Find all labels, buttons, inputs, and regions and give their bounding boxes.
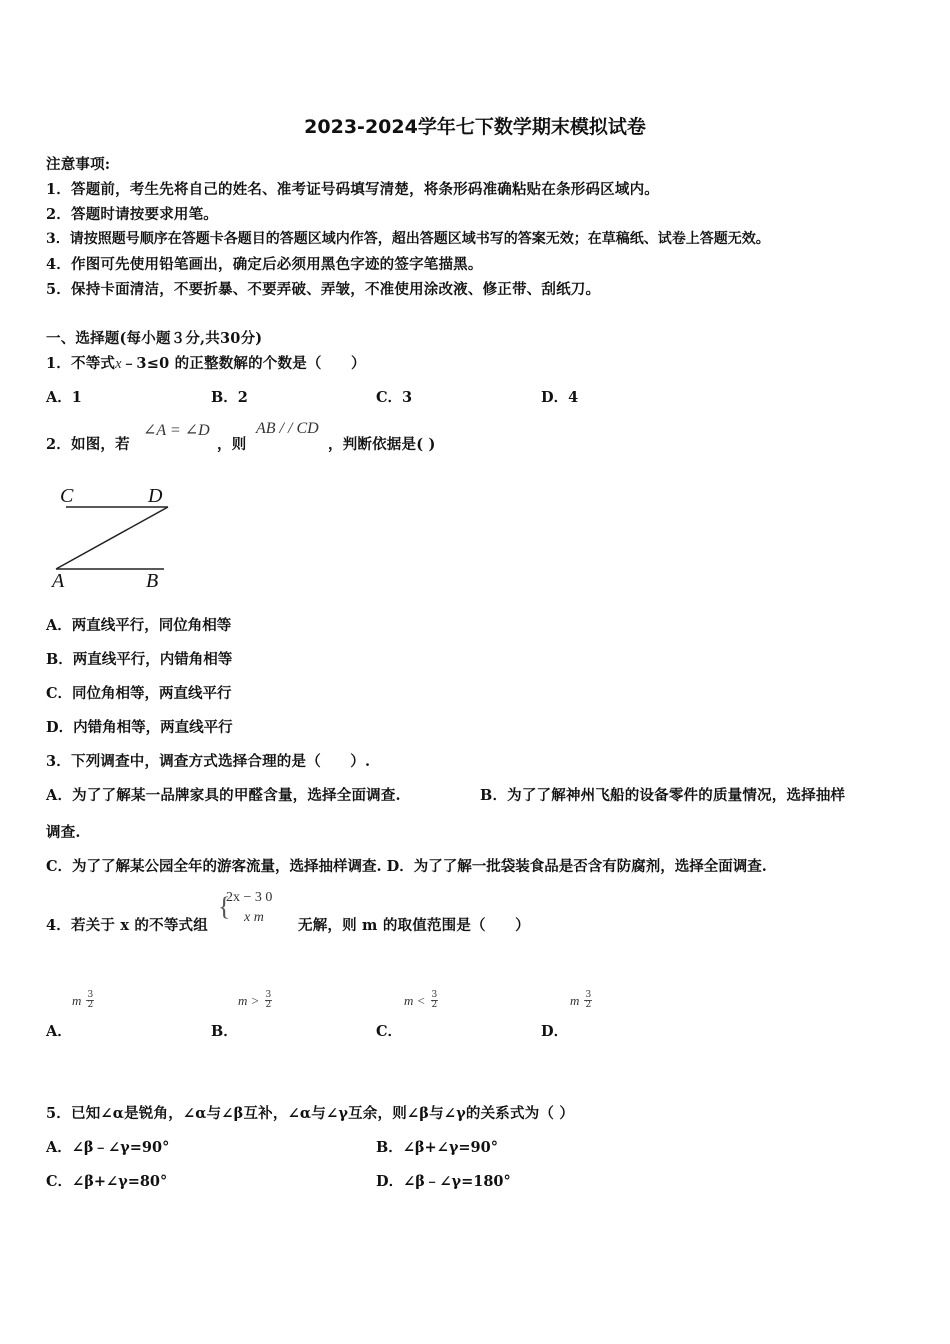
q1-option-d: D．4 (541, 389, 579, 406)
notice-item-2: 2．答题时请按要求用笔。 (46, 206, 218, 223)
question-5-stem: 5．已知∠α是锐角，∠α与∠β互补，∠α与∠γ互余，则∠β与∠γ的关系式为（ ） (46, 1105, 575, 1122)
q5-option-a: A．∠β﹣∠γ=90° (46, 1139, 170, 1156)
q4-option-d: D． (541, 1023, 569, 1040)
q2-option-c: C．同位角相等，两直线平行 (46, 685, 232, 702)
notice-item-3: 3．请按照题号顺序在答题卡各题目的答题区域内作答，超出答题区域书写的答案无效；在草稿纸、试卷上答题无效。 (46, 231, 770, 247)
question-4-stem-pre: 4．若关于 x 的不等式组 (46, 917, 208, 934)
q5-option-c: C．∠β+∠γ=80° (46, 1173, 168, 1190)
q4-sys-line1: 2x − 3 0 (226, 890, 273, 905)
q4-option-d-math: m $\frac{3}{2}$ (570, 990, 592, 1010)
q4-option-a: A． (46, 1023, 72, 1040)
question-3-stem: 3．下列调查中，调查方式选择合理的是（ ）. (46, 753, 371, 770)
q2-option-a: A．两直线平行，同位角相等 (46, 617, 232, 634)
q4-option-b: B． (211, 1023, 238, 1040)
q4-option-a-math: m $\frac{3}{2}$ (72, 990, 94, 1010)
label-d: D (148, 485, 163, 507)
q5-option-b: B．∠β+∠γ=90° (376, 1139, 498, 1156)
q3-option-a: A．为了了解某一品牌家具的甲醛含量，选择全面调查. (46, 787, 401, 804)
q5-option-d: D．∠β﹣∠γ=180° (376, 1173, 511, 1190)
question-2-stem-pre: 2．如图，若 (46, 436, 130, 453)
notice-item-5: 5．保持卡面清洁，不要折暴、不要弄破、弄皱，不准使用涂改液、修正带、刮纸刀。 (46, 281, 601, 298)
line-ad (56, 507, 168, 569)
q1-option-a: A．1 (46, 389, 82, 406)
q2-figure (50, 480, 180, 595)
question-1-stem: 1．不等式x﹣3≤0 的正整数解的个数是（ ） (46, 355, 366, 372)
notice-item-1: 1．答题前，考生先将自己的姓名、准考证号码填写清楚，将条形码准确粘贴在条形码区域内。 (46, 181, 659, 198)
q3-option-b-cont: 调查. (46, 824, 81, 841)
q4-inequality-system: { 2x − 3 0 x m (218, 890, 273, 925)
q4-sys-line2: x m (244, 910, 264, 925)
notice-heading: 注意事项: (46, 156, 111, 173)
question-2-stem-mid: ，则 (217, 436, 247, 453)
q3-options-cd: C．为了了解某公园全年的游客流量，选择抽样调查. D．为了了解一批袋装食品是否含有防腐剂，选择全面调查. (46, 858, 767, 875)
label-a: A (52, 570, 65, 592)
label-b: B (146, 570, 159, 592)
q4-option-b-math: m > $\frac{3}{2}$ (238, 990, 272, 1010)
q3-option-b: B．为了了解神州飞船的设备零件的质量情况，选择抽样 (480, 787, 846, 804)
q1-option-b: B．2 (211, 389, 248, 406)
question-4-stem-post: 无解，则 m 的取值范围是（ ） (298, 917, 530, 934)
label-c: C (60, 485, 74, 507)
q4-option-c: C． (376, 1023, 403, 1040)
page-title: 2023-2024学年七下数学期末模拟试卷 (304, 116, 646, 138)
question-2-stem-post: ，判断依据是( ) (328, 436, 436, 453)
notice-item-4: 4．作图可先使用铅笔画出，确定后必须用黑色字迹的签字笔描黑。 (46, 256, 483, 273)
section-heading: 一、选择题(每小题３分,共30分) (46, 330, 263, 347)
q1-option-c: C．3 (376, 389, 413, 406)
q2-math-parallel: AB / / CD (256, 420, 319, 437)
q4-option-c-math: m < $\frac{3}{2}$ (404, 990, 438, 1010)
q2-option-b: B．两直线平行，内错角相等 (46, 651, 233, 668)
q2-math-angle: ∠A = ∠D (143, 422, 210, 439)
q2-option-d: D．内错角相等，两直线平行 (46, 719, 233, 736)
